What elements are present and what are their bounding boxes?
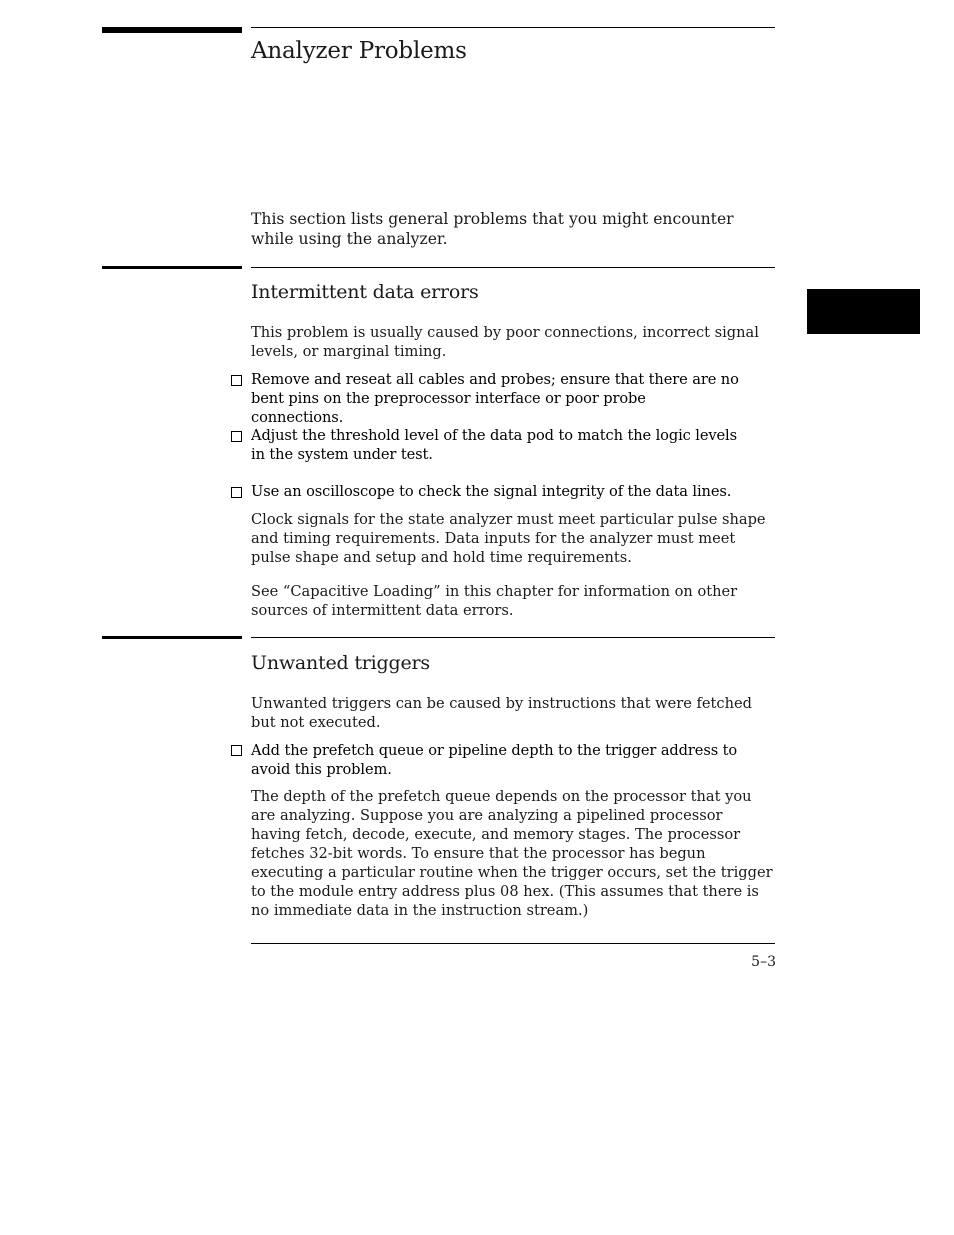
section-rule [251,267,775,268]
page-title: Analyzer Problems [251,38,467,64]
step-item: Use an oscilloscope to check the signal integrity of the data lines. [251,483,732,500]
checkbox-icon [231,745,242,756]
section-rule [251,637,775,638]
chapter-thumb-tab [807,289,920,334]
checkbox-icon [231,431,242,442]
page-intro: This section lists general problems that you might encounter while using the analyzer. [251,210,734,248]
step-note: The depth of the prefetch queue depends on the processor that you are analyzing. Suppose you are analyzing a pipelined processor having fetch, decode, execute, and memory stages. The processor fetches 32-bit words. To ensure that the processor has begun executing a particular routine when the trigger occurs, set the trigger to the module entry address plus 08 hex. (This assumes that there is no immediate data in the instruction stream.) [251,788,773,919]
step-note: Clock signals for the state analyzer must meet particular pulse shape and timing requirements. Data inputs for the analyzer must meet pulse shape and setup and hold time requirements. [251,511,766,566]
section-intro: Unwanted triggers can be caused by instructions that were fetched but not executed. [251,695,752,731]
section-intro: This problem is usually caused by poor connections, incorrect signal levels, or marginal timing. [251,324,759,360]
checkbox-icon [231,375,242,386]
step-item: Remove and reseat all cables and probes; ensure that there are no bent pins on the preprocessor interface or poor probe connections. [251,371,739,426]
title-margin-bar [102,27,242,33]
step-item: Adjust the threshold level of the data pod to match the logic levels in the system under test. [251,427,738,463]
step-note: See “Capacitive Loading” in this chapter for information on other sources of intermittent data errors. [251,583,738,619]
section-margin-bar [102,636,242,639]
section-heading: Unwanted triggers [251,652,430,674]
footer-rule [251,943,775,944]
step-item: Add the prefetch queue or pipeline depth to the trigger address to avoid this problem. [251,742,738,778]
section-margin-bar [102,266,242,269]
section-heading: Intermittent data errors [251,281,479,303]
page-number: 5–3 [751,954,776,970]
checkbox-icon [231,487,242,498]
title-rule [251,27,775,28]
